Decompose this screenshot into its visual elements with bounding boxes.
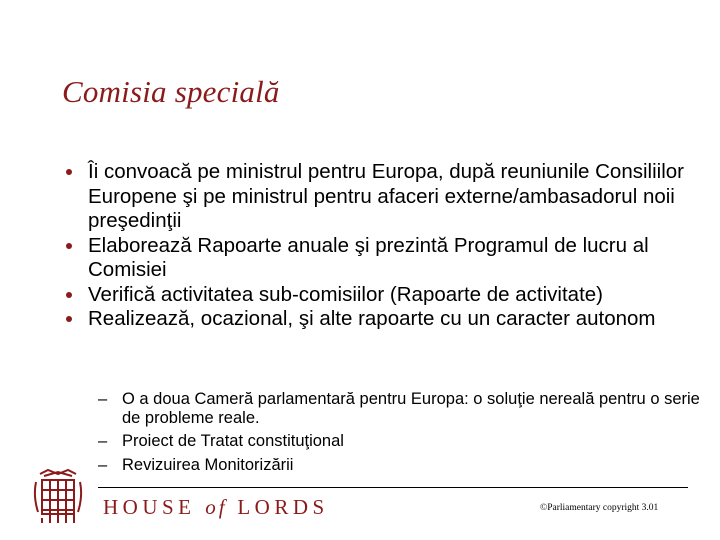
bullet-dot-icon	[66, 169, 72, 175]
dash-icon: –	[98, 455, 108, 474]
brand-house: HOUSE	[103, 495, 196, 519]
bullet-item	[66, 283, 706, 308]
bullet-text: Îi convoacă pe ministrul pentru Europa, după reuniunile Consiliilor Europene şi pe ministrul pentru afaceri externe/ambasadorul noii preşedinţii	[88, 160, 684, 232]
sub-bullet-item	[98, 390, 708, 427]
slide-title: Comisia specială	[62, 74, 280, 109]
footer-divider	[98, 487, 688, 488]
bullet-dot-icon	[66, 292, 72, 298]
bullet-item	[66, 307, 706, 332]
portcullis-icon	[30, 466, 86, 526]
bullet-text: Verifică activitatea sub-comisiilor (Rapoarte de activitate)	[88, 282, 603, 306]
sub-bullet-list	[98, 390, 708, 479]
brand-lords: LORDS	[237, 495, 329, 519]
brand-of: of	[205, 495, 228, 519]
bullet-dot-icon	[66, 316, 72, 322]
sub-bullet-text: O a doua Cameră parlamentară pentru Europa: o soluţie nereală pentru o serie de probleme reale.	[122, 390, 700, 427]
dash-icon: –	[98, 390, 108, 408]
sub-bullet-item	[98, 432, 708, 451]
copyright-notice: ©Parliamentary copyright 3.01	[540, 503, 659, 513]
bullet-item	[66, 234, 706, 283]
sub-bullet-text: Revizuirea Monitorizării	[122, 455, 294, 474]
bullet-dot-icon	[66, 243, 72, 249]
bullet-text: Realizează, ocazional, şi alte rapoarte cu un caracter autonom	[88, 307, 656, 330]
bullet-text: Elaborează Rapoarte anuale şi prezintă Programul de lucru al Comisiei	[88, 233, 649, 281]
sub-bullet-item	[98, 456, 708, 475]
bullet-list	[66, 160, 706, 332]
sub-bullet-text: Proiect de Tratat constituţional	[122, 432, 344, 450]
bullet-item	[66, 160, 706, 234]
dash-icon: –	[98, 432, 108, 450]
house-of-lords-wordmark	[103, 495, 329, 520]
